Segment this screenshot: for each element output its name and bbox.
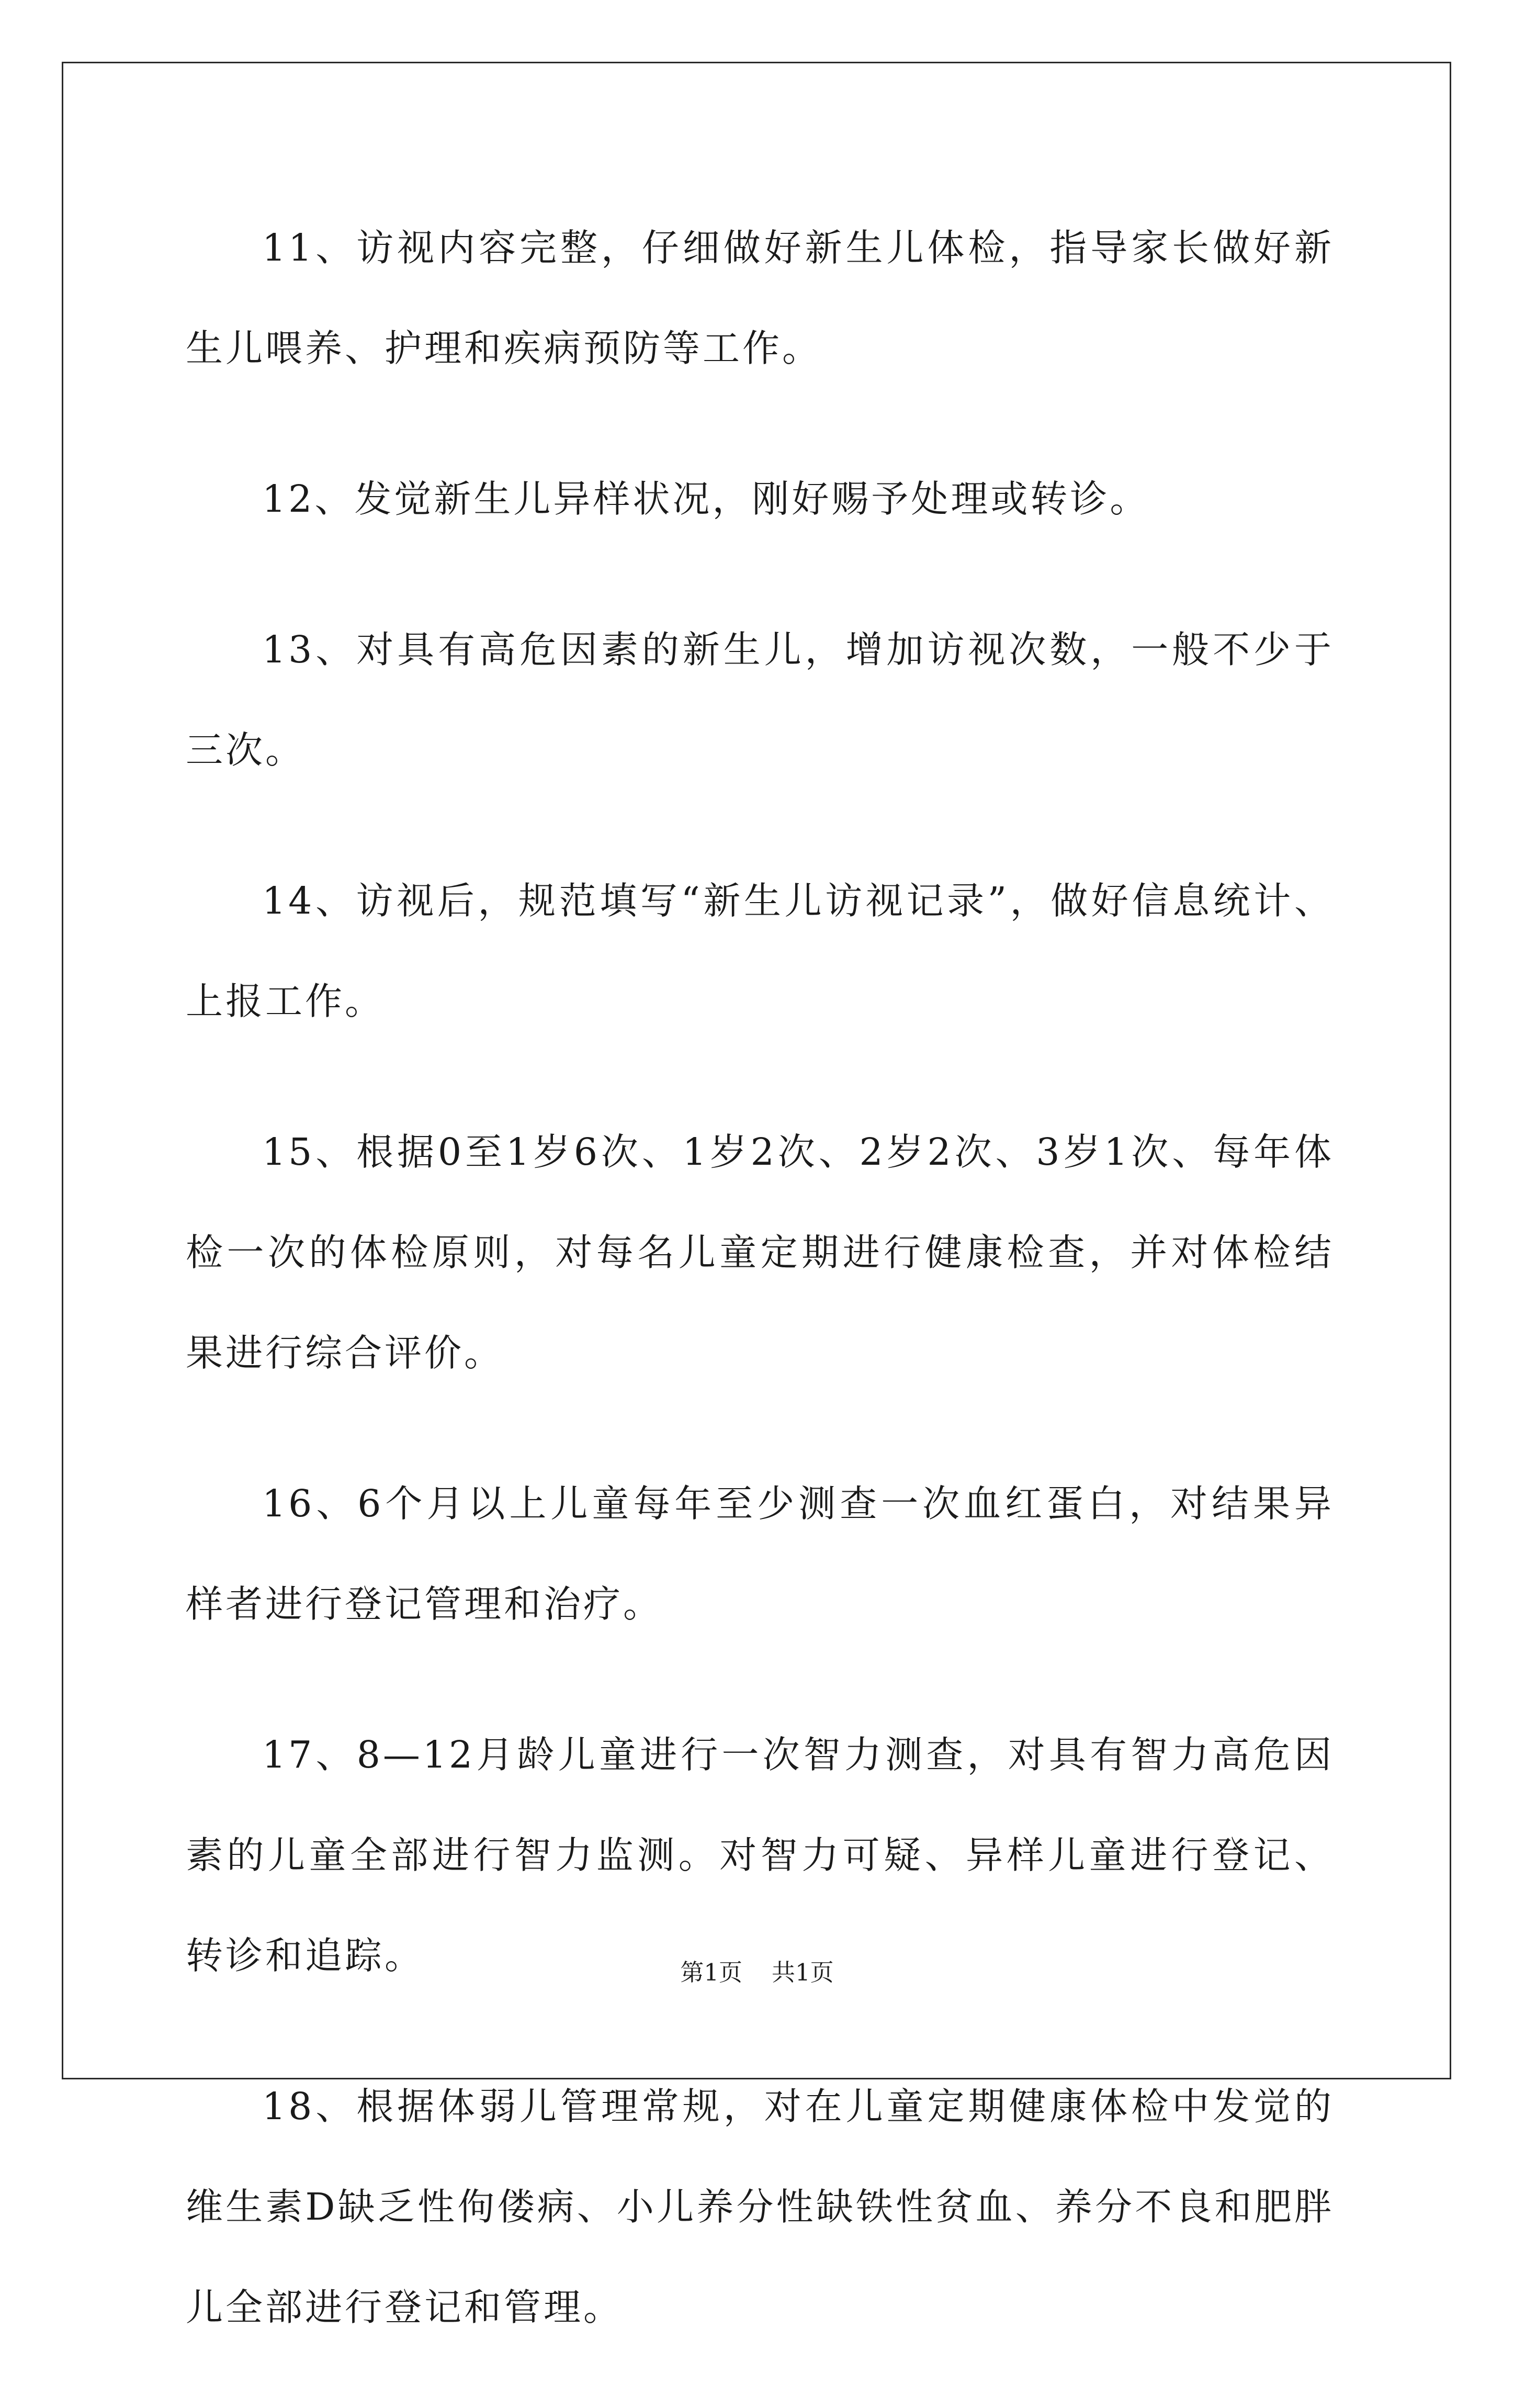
paragraph-15: 15、根据0至1岁6次、1岁2次、2岁2次、3岁1次、每年体检一次的体检原则，对每名儿童定期进行健康检查，并对体检结果进行综合评价。 <box>186 1130 1334 1375</box>
current-page-label: 第1页 <box>680 1959 742 1986</box>
paragraph-11: 11、访视内容完整，仔细做好新生儿体检，指导家长做好新生儿喂养、护理和疾病预防等工作。 <box>186 226 1334 370</box>
document-body <box>186 198 1334 2408</box>
paragraph-14: 14、访视后，规范填写“新生儿访视记录”，做好信息统计、上报工作。 <box>186 879 1334 1023</box>
paragraph-16: 16、6个月以上儿童每年至少测查一次血红蛋白，对结果异样者进行登记管理和治疗。 <box>186 1482 1334 1626</box>
paragraph-17: 17、8—12月龄儿童进行一次智力测查，对具有智力高危因素的儿童全部进行智力监测。对智力可疑、异样儿童进行登记、转诊和追踪。 <box>186 1733 1334 1977</box>
page-footer <box>0 1957 1514 1988</box>
paragraph-18: 18、根据体弱儿管理常规，对在儿童定期健康体检中发觉的维生素D缺乏性佝偻病、小儿养分性缺铁性贫血、养分不良和肥胖儿全部进行登记和管理。 <box>186 2085 1334 2329</box>
total-pages-label: 共1页 <box>772 1959 834 1986</box>
paragraph-12: 12、发觉新生儿异样状况，刚好赐予处理或转诊。 <box>262 477 1150 521</box>
paragraph-13: 13、对具有高危因素的新生儿，增加访视次数，一般不少于三次。 <box>186 628 1334 772</box>
